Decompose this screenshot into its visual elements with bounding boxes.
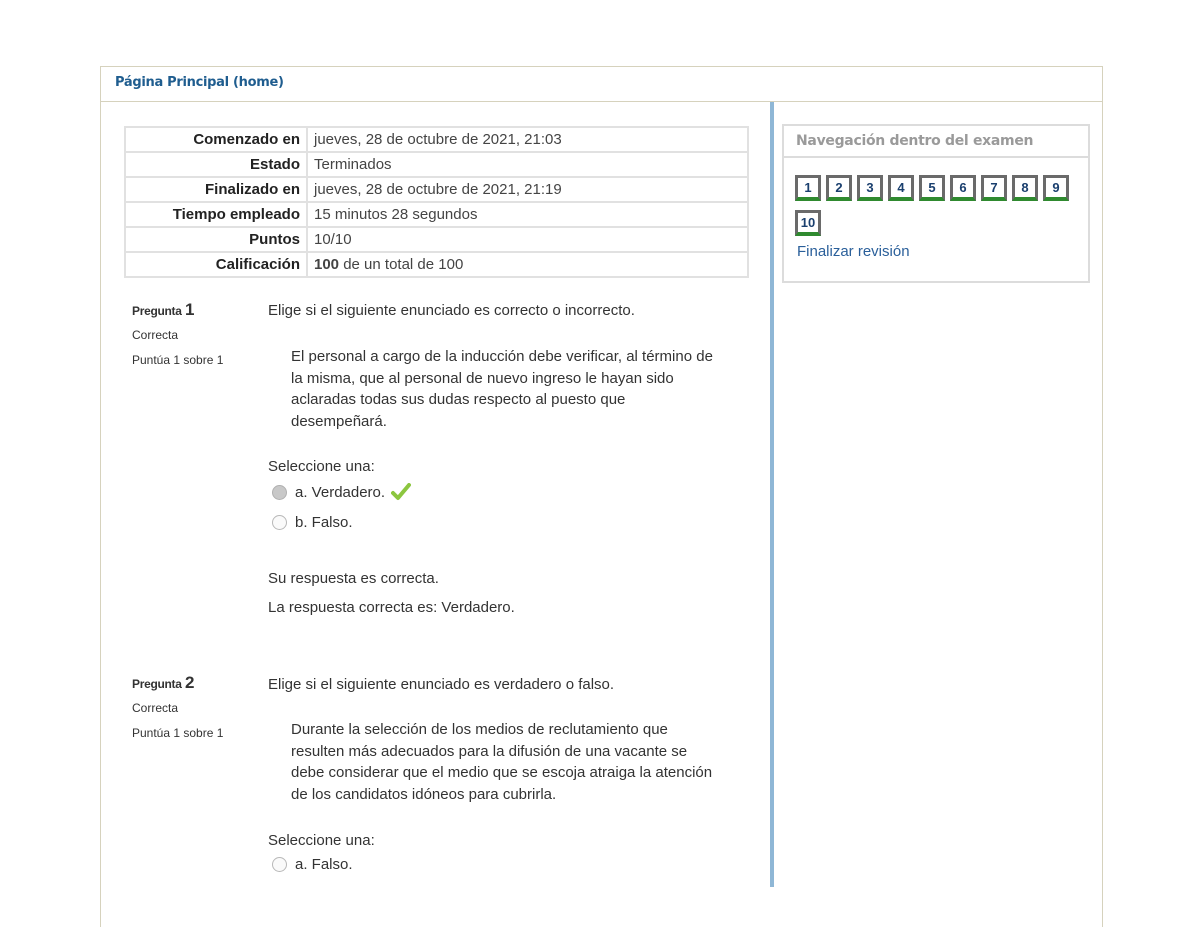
question-score: Puntúa 1 sobre 1 [132,726,224,740]
quiz-navigation-block [782,124,1090,283]
radio-unselected[interactable] [272,857,287,872]
quiz-navigation-title: Navegación dentro del examen [784,126,1088,158]
question-2-option-a[interactable] [272,856,353,873]
question-2-statement: Durante la selección de los medios de reclutamiento que resulten más adecuados para la difusión de una vacante se debe considerar que el medio que se escoja atraiga la atención de los candidatos idóneos para cubrirla. [291,721,713,803]
nav-question-5-button[interactable]: 5 [919,175,945,201]
question-label: Pregunta [132,677,182,691]
question-1-prompt: Elige si el siguiente enunciado es correcto o incorrecto. [268,302,635,319]
grade-score: 100 [314,256,340,273]
check-icon [391,483,411,501]
question-status: Correcta [132,701,179,715]
column-divider [770,102,774,887]
question-status: Correcta [132,328,179,342]
home-link[interactable]: Página Principal (home) [115,75,284,90]
breadcrumb-bar [100,66,1103,102]
nav-question-8-button[interactable]: 8 [1012,175,1038,201]
question-2-select-label: Seleccione una: [268,832,375,849]
summary-value: Terminados [307,152,748,177]
summary-row-finished [125,177,748,202]
question-score: Puntúa 1 sobre 1 [132,353,224,367]
question-label: Pregunta [132,304,182,318]
radio-selected[interactable] [272,485,287,500]
finish-review-link[interactable]: Finalizar revisión [797,243,910,260]
question-1-feedback: Su respuesta es correcta. [268,570,439,587]
summary-value: 15 minutos 28 segundos [307,202,748,227]
option-label: a. Verdadero. [295,483,386,501]
nav-question-4-button[interactable]: 4 [888,175,914,201]
summary-label: Puntos [125,227,307,252]
nav-question-9-button[interactable]: 9 [1043,175,1069,201]
question-1-correct-answer: La respuesta correcta es: Verdadero. [268,599,515,616]
question-1-option-a[interactable] [272,483,411,501]
summary-label: Estado [125,152,307,177]
nav-question-3-button[interactable]: 3 [857,175,883,201]
question-2-prompt: Elige si el siguiente enunciado es verdadero o falso. [268,676,615,693]
summary-row-points [125,227,748,252]
nav-question-10-button[interactable]: 10 [795,210,821,236]
question-1-select-label: Seleccione una: [268,458,375,475]
summary-value [307,252,748,277]
summary-value: 10/10 [307,227,748,252]
question-number: 2 [184,673,195,692]
grade-total: de un total de 100 [339,256,464,273]
attempt-summary-table [124,126,749,278]
radio-unselected[interactable] [272,515,287,530]
question-1-statement: El personal a cargo de la inducción debe verificar, al término de la misma, que al personal de nuevo ingreso le hayan sido aclaradas todas sus dudas respecto al puesto que desempeñará. [291,348,713,430]
question-1-info [132,300,252,367]
question-2-info [132,673,252,740]
summary-value: jueves, 28 de octubre de 2021, 21:03 [307,127,748,152]
summary-label: Finalizado en [125,177,307,202]
question-number: 1 [184,300,195,319]
summary-label: Tiempo empleado [125,202,307,227]
summary-label: Comenzado en [125,127,307,152]
summary-row-grade [125,252,748,277]
summary-row-state [125,152,748,177]
option-label: a. Falso. [295,856,353,873]
nav-question-1-button[interactable]: 1 [795,175,821,201]
summary-row-started [125,127,748,152]
summary-value: jueves, 28 de octubre de 2021, 21:19 [307,177,748,202]
summary-label: Calificación [125,252,307,277]
nav-question-7-button[interactable]: 7 [981,175,1007,201]
nav-question-2-button[interactable]: 2 [826,175,852,201]
nav-question-6-button[interactable]: 6 [950,175,976,201]
question-1-option-b[interactable] [272,514,353,531]
option-label: b. Falso. [295,514,353,531]
summary-row-time [125,202,748,227]
